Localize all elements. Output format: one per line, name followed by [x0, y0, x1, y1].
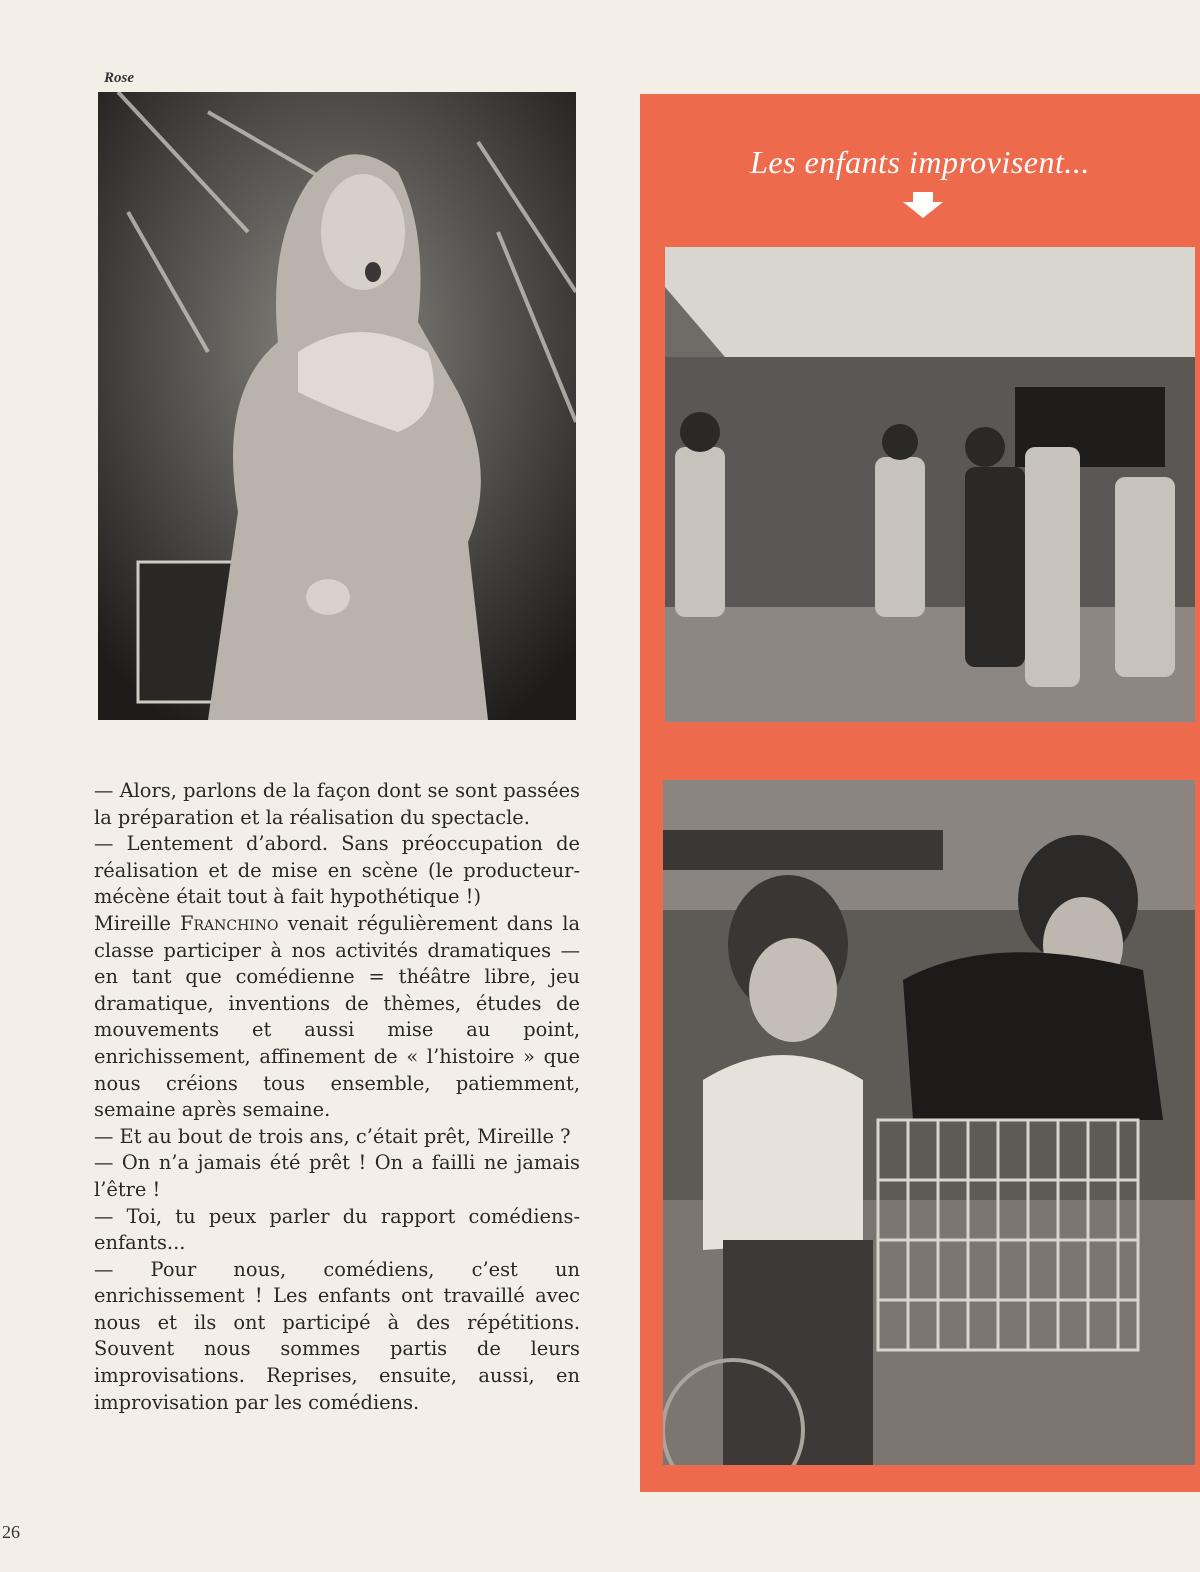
article-body [94, 778, 580, 1416]
page-number: 26 [2, 1522, 20, 1542]
paragraph-text: venait régulièrement dans la classe participer à nos activités dramatiques — en tant que comédienne = théâtre libre, jeu dramatique, inventions de thèmes, études de mouvements et aussi mise au point, enrichissement, affinement de « l’histoire » que nous créions tous ensemble, patiemment, semaine après semaine. [94, 911, 580, 1122]
person-first-name: Mireille [94, 911, 171, 935]
paragraph: — Toi, tu peux parler du rapport comédiens-enfants... [94, 1204, 580, 1255]
photo-caption: Rose [104, 70, 134, 86]
panel-title: Les enfants improvisent... [750, 144, 1090, 180]
paragraph: — Lentement d’abord. Sans préoccupation de réalisation et de mise en scène (le producteur-mécène était tout à fait hypothétique !) [94, 832, 580, 909]
paragraph [94, 911, 580, 1124]
paragraph: — On n’a jamais été prêt ! On a failli ne jamais l’être ! [94, 1151, 580, 1201]
paragraph: — Pour nous, comédiens, c’est un enrichissement ! Les enfants ont travaillé avec nous et ils ont participé à des répétitions. Souvent nous sommes partis de leurs improvisations. Reprises, ensuite, aussi, en improvisation par les comédiens. [94, 1257, 580, 1414]
paragraph: — Et au bout de trois ans, c’était prêt, Mireille ? [94, 1124, 571, 1148]
photo-boys-shopping-cart [663, 780, 1195, 1465]
paragraph: — Alors, parlons de la façon dont se sont passées la préparation et la réalisation du spectacle. [94, 779, 580, 829]
photo-children-improvising [665, 247, 1195, 722]
person-last-name: Franchino [180, 911, 279, 935]
down-arrow-icon [903, 192, 943, 218]
photo-rose [98, 92, 576, 720]
